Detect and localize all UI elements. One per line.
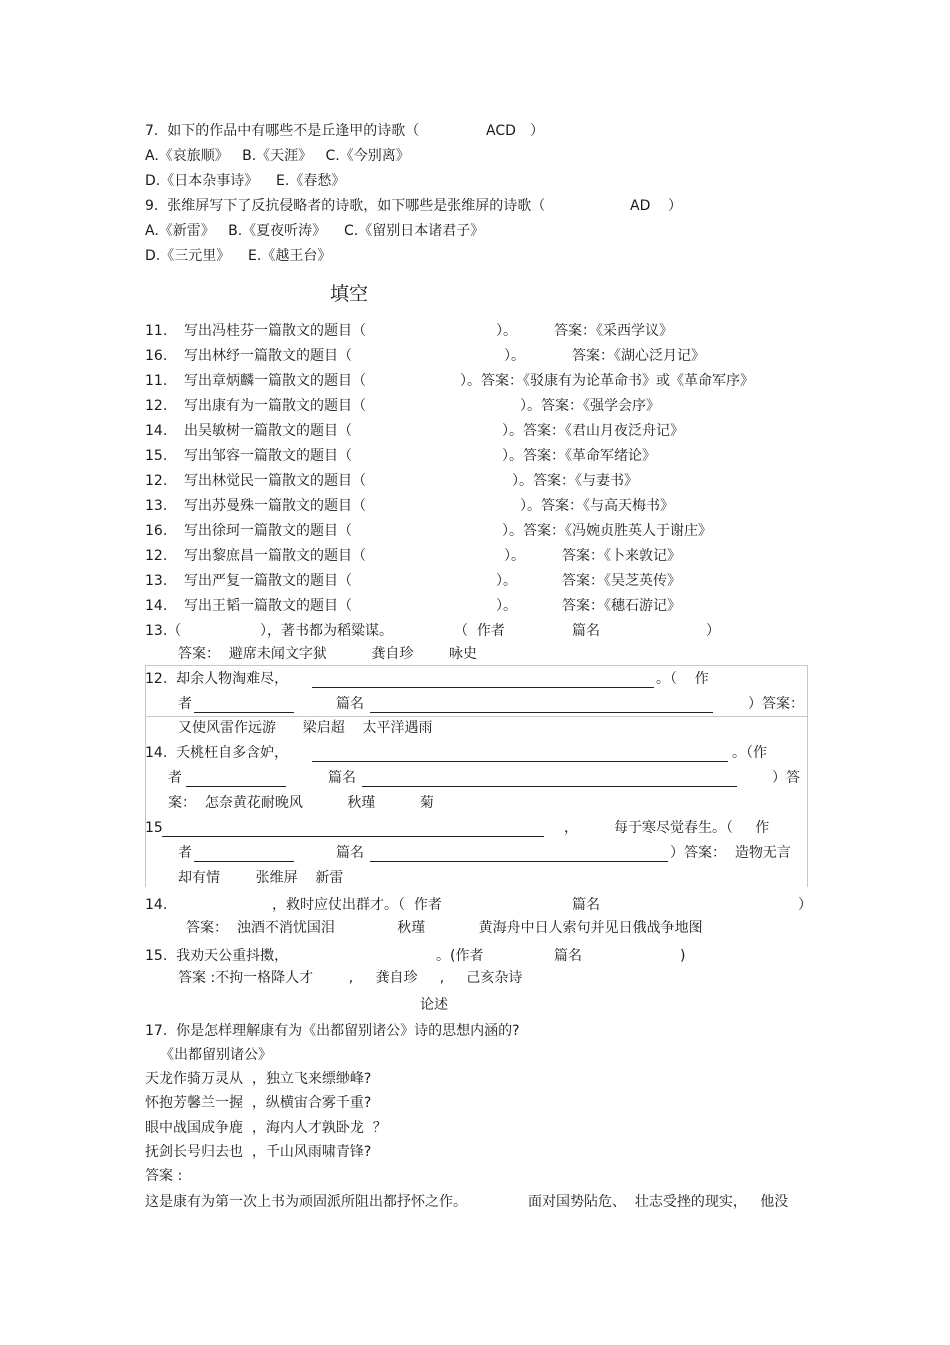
fill-num: 12. [145, 548, 168, 564]
fill-num: 13. [145, 573, 168, 589]
fill-answer: 答案：《穗石游记》 [562, 598, 681, 614]
fill-num: 16. [145, 523, 168, 539]
fill-text: 写出苏曼殊一篇散文的题目（ [184, 498, 366, 514]
fill-num: 11. [145, 373, 168, 389]
block-left-border [145, 665, 146, 887]
poem15b-close: ) [680, 948, 686, 964]
fill-num: 16. [145, 348, 168, 364]
q7-options-1: A.《哀旅顺》 B.《天涯》 C.《今别离》 [145, 148, 410, 164]
poem15b-line: 15. 我劝天公重抖擞， [145, 948, 289, 964]
q9-close: ） [668, 198, 682, 214]
poem-line: 眼中战国成争鹿 ，海内人才孰卧龙 ？ [145, 1120, 387, 1136]
poem-title: 《出都留别诸公》 [160, 1047, 272, 1063]
fill-close: ）。 [504, 548, 525, 564]
poem13-title-label: 篇名 [572, 623, 600, 639]
poem13-answer: 答案： 避席未闻文字狱 龚自珍 咏史 [178, 646, 478, 662]
poem15a-line: 每于寒尽觉春生。（ 作 [614, 820, 770, 836]
poem14b-line: ，救时应仗出群才。（ 作者 [272, 897, 442, 913]
fill-close: ）。 [496, 323, 517, 339]
block-right-border [807, 665, 808, 887]
q7-answer: ACD [486, 123, 516, 139]
poem13-close: ） [706, 623, 720, 639]
poem15a-num: 15 [145, 820, 163, 836]
fill-close: ）。 [496, 598, 517, 614]
fill-close: ）。答案：《君山月夜泛舟记》 [502, 423, 684, 439]
fill-text: 出吴敏树一篇散文的题目（ [184, 423, 352, 439]
poem14a-answer: 案： 怎奈黄花耐晚风 秋瑾 菊 [168, 795, 434, 811]
poem-line: 天龙作骑万灵从 ，独立飞来缥缈峰? [145, 1071, 372, 1087]
q7-close: ） [530, 123, 544, 139]
fill-num: 11. [145, 323, 168, 339]
poem14b-answer: 答案： 浊酒不消忧国泪 秋瑾 黄海舟中日人索句并见日俄战争地图 [186, 920, 703, 936]
poem12-title-label: 篇名 [336, 696, 364, 712]
essay-answer-label: 答案 : [145, 1168, 183, 1184]
answer-blank[interactable] [162, 820, 544, 837]
poem14b-num: 14. [145, 897, 168, 913]
poem14a-line: 14. 夭桃枉自多含妒， [145, 745, 289, 761]
poem-line: 抚剑长号归去也 ，千山风雨啸青锋? [145, 1144, 372, 1160]
title-blank[interactable] [370, 696, 713, 713]
answer-blank[interactable] [312, 671, 654, 688]
poem12-line: 12. 却余人物淘难尽， [145, 671, 289, 687]
fill-text: 写出康有为一篇散文的题目（ [184, 398, 366, 414]
author-blank[interactable] [194, 696, 294, 713]
poem15a-comma: ， [564, 820, 578, 836]
fill-close: ）。答案：《驳康有为论革命书》或《革命军序》 [460, 373, 754, 389]
fill-text: 写出冯桂芬一篇散文的题目（ [184, 323, 366, 339]
poem14b-close: ） [798, 897, 812, 913]
poem14a-answer-label: ）答 [772, 770, 800, 786]
fill-text: 写出邹容一篇散文的题目（ [184, 448, 352, 464]
author-blank[interactable] [194, 845, 294, 862]
fill-close: ）。答案：《冯婉贞胜英人于谢庄》 [502, 523, 712, 539]
fill-close: ）。 [504, 348, 525, 364]
poem14a-title-label: 篇名 [328, 770, 356, 786]
fill-text: 写出黎庶昌一篇散文的题目（ [184, 548, 366, 564]
fill-num: 12. [145, 398, 168, 414]
fill-answer: 答案：《卜来敦记》 [562, 548, 681, 564]
poem14a-author-label: 者 [168, 770, 182, 786]
essay-answer-text: 这是康有为第一次上书为顽固派所阻出都抒怀之作。 [145, 1194, 467, 1210]
block-divider [145, 716, 808, 717]
poem15a-answer-label: ）答案： 造物无言 [670, 845, 791, 861]
fill-num: 14. [145, 423, 168, 439]
fill-text: 写出徐珂一篇散文的题目（ [184, 523, 352, 539]
poem12-answer: 又使风雷作远游 梁启超 太平洋遇雨 [178, 720, 433, 736]
fill-text: 写出林觉民一篇散文的题目（ [184, 473, 366, 489]
fill-answer: 答案：《湖心泛月记》 [572, 348, 705, 364]
essay-question: 17. 你是怎样理解康有为《出都留别诸公》诗的思想内涵的? [145, 1023, 520, 1039]
q7-options-2: D.《日本杂事诗》 E.《春愁》 [145, 173, 346, 189]
q9-answer: AD [630, 198, 651, 214]
q9-options-2: D.《三元里》 E.《越王台》 [145, 248, 332, 264]
poem14a-open: 。（作 [732, 745, 767, 761]
poem13-author-label: （ 作者 [454, 623, 505, 639]
poem12-author-label: 者 [178, 696, 192, 712]
section-heading-essay: 论述 [420, 997, 448, 1013]
poem15b-author-label: 。(作者 [436, 948, 484, 964]
essay-answer-text-cont: 面对国势阽危、 壮志受挫的现实， 他没 [528, 1194, 789, 1210]
fill-num: 13. [145, 498, 168, 514]
poem15b-title-label: 篇名 [554, 948, 582, 964]
section-heading-fill: 填空 [330, 283, 369, 305]
poem12-open: 。（ 作 [656, 671, 709, 687]
author-blank[interactable] [186, 770, 286, 787]
fill-answer: 答案：《采西学议》 [554, 323, 673, 339]
fill-text: 写出严复一篇散文的题目（ [184, 573, 352, 589]
block-top-border [145, 665, 808, 666]
title-blank[interactable] [370, 845, 668, 862]
poem14b-title-label: 篇名 [572, 897, 600, 913]
poem13-open: 13.（ [145, 623, 182, 639]
poem15a-answer: 却有情 张维屏 新雷 [178, 870, 344, 886]
fill-num: 12. [145, 473, 168, 489]
poem15b-answer: 答案 :不拘一格降人才 , 龚自珍 , 己亥杂诗 [178, 970, 523, 986]
fill-close: ）。答案：《与高天梅书》 [520, 498, 674, 514]
poem12-answer-label: ）答案： [748, 696, 804, 712]
poem15a-title-label: 篇名 [336, 845, 364, 861]
title-blank[interactable] [362, 770, 737, 787]
fill-num: 14. [145, 598, 168, 614]
fill-close: ）。答案：《与妻书》 [512, 473, 638, 489]
fill-answer: 答案：《吴芝英传》 [562, 573, 681, 589]
q7-stem: 7. 如下的作品中有哪些不是丘逢甲的诗歌（ [145, 123, 420, 139]
poem13-line: ），著书都为稻粱谋。 [260, 623, 393, 639]
poem-line: 怀抱芳馨兰一握 ，纵横宙合雾千重? [145, 1095, 372, 1111]
fill-text: 写出林纾一篇散文的题目（ [184, 348, 352, 364]
q9-options-1: A.《新雷》 B.《夏夜听涛》 C.《留别日本诸君子》 [145, 223, 485, 239]
fill-close: ）。 [496, 573, 517, 589]
fill-close: ）。答案：《革命军绪论》 [502, 448, 656, 464]
fill-text: 写出章炳麟一篇散文的题目（ [184, 373, 366, 389]
poem15a-author-label: 者 [178, 845, 192, 861]
q9-stem: 9. 张维屏写下了反抗侵略者的诗歌，如下哪些是张维屏的诗歌（ [145, 198, 546, 214]
fill-text: 写出王韬一篇散文的题目（ [184, 598, 352, 614]
answer-blank[interactable] [312, 745, 728, 762]
fill-num: 15. [145, 448, 168, 464]
fill-close: ）。答案：《强学会序》 [520, 398, 660, 414]
